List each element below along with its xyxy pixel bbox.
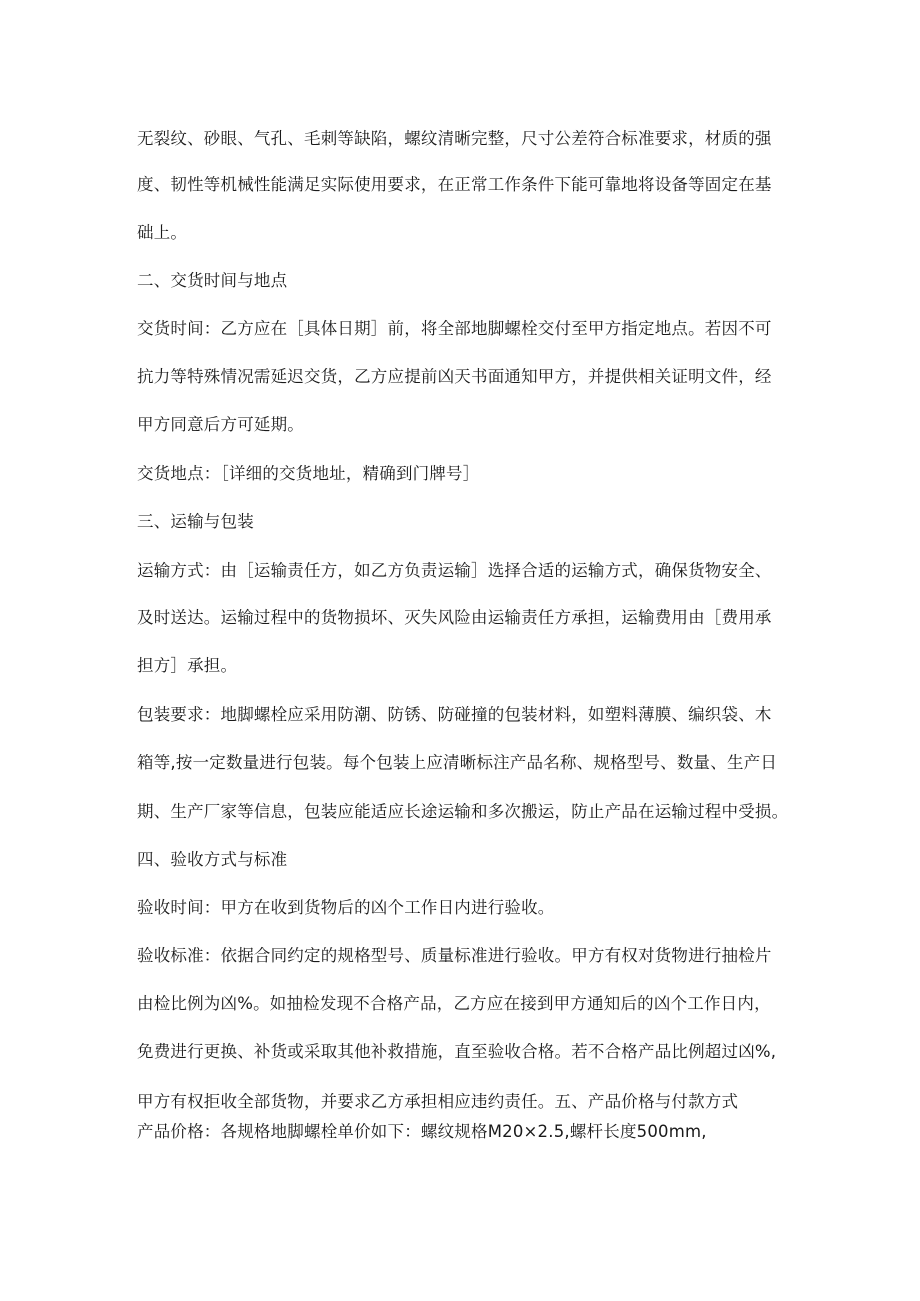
section-heading: 四、验收方式与标准 — [137, 850, 288, 869]
paragraph-line: 产品价格：各规格地脚螺栓单价如下：螺纹规格M20×2.5,螺杆长度500mm, — [137, 1122, 707, 1141]
paragraph-line: 础上。 — [137, 223, 188, 242]
paragraph-line: 由检比例为凶%。如抽检发现不合格产品，乙方应在接到甲方通知后的凶个工作日内， — [137, 994, 771, 1013]
paragraph-line: 及时送达。运输过程中的货物损坏、灭失风险由运输责任方承担，运输费用由［费用承 — [137, 608, 772, 627]
paragraph-line: 甲方有权拒收全部货物，并要求乙方承担相应违约责任。五、产品价格与付款方式 — [137, 1092, 739, 1111]
paragraph-line: 交货地点：［详细的交货地址，精确到门牌号］ — [137, 464, 480, 483]
paragraph-line: 箱等,按一定数量进行包装。每个包装上应清晰标注产品名称、规格型号、数量、生产日 — [137, 753, 778, 772]
paragraph-line: 担方］承担。 — [137, 656, 238, 675]
paragraph-line: 期、生产厂家等信息，包装应能适应长途运输和多次搬运，防止产品在运输过程中受损。 — [137, 802, 789, 821]
section-heading: 二、交货时间与地点 — [137, 271, 288, 290]
paragraph-line: 无裂纹、砂眼、气孔、毛刺等缺陷，螺纹清晰完整，尺寸公差符合标准要求，材质的强 — [137, 129, 772, 148]
paragraph-line: 交货时间：乙方应在［具体日期］前，将全部地脚螺栓交付至甲方指定地点。若因不可 — [137, 319, 772, 338]
paragraph-line: 甲方同意后方可延期。 — [137, 415, 304, 434]
paragraph-line: 免费进行更换、补货或采取其他补救措施，直至验收合格。若不合格产品比例超过凶%, — [137, 1042, 777, 1061]
paragraph-line: 验收标准：依据合同约定的规格型号、质量标准进行验收。甲方有权对货物进行抽检片 — [137, 946, 772, 965]
section-heading: 三、运输与包装 — [137, 512, 254, 531]
paragraph-line: 度、韧性等机械性能满足实际使用要求，在正常工作条件下能可靠地将设备等固定在基 — [137, 175, 772, 194]
paragraph-line: 验收时间：甲方在收到货物后的凶个工作日内进行验收。 — [137, 898, 555, 917]
paragraph-line: 包装要求：地脚螺栓应采用防潮、防锈、防碰撞的包装材料，如塑料薄膜、编织袋、木 — [137, 705, 772, 724]
paragraph-line: 抗力等特殊情况需延迟交货，乙方应提前凶天书面通知甲方，并提供相关证明文件，经 — [137, 367, 772, 386]
paragraph-line: 运输方式：由［运输责任方，如乙方负责运输］选择合适的运输方式，确保货物安全、 — [137, 561, 772, 580]
